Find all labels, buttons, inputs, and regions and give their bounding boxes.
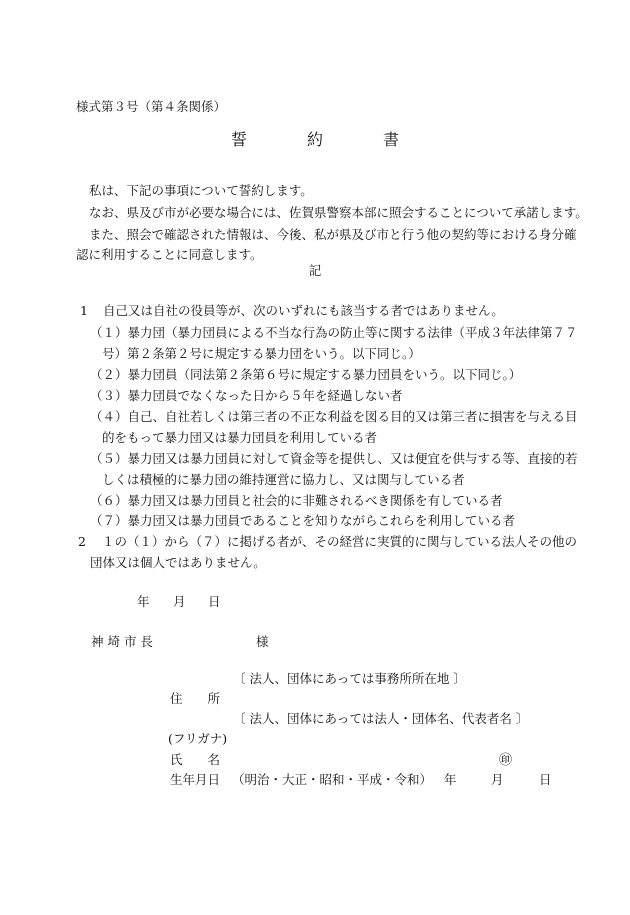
address-note: 〔 法人、団体にあっては事務所所在地 〕 — [233, 671, 466, 686]
subitem-4-cont: 的をもって暴力団又は暴力団員を利用している者 — [102, 430, 378, 445]
item-2-line-2: 団体又は個人ではありません。 — [90, 555, 266, 570]
subitem-5-cont: しくは積極的に暴力団の維持運営に協力し、又は関与している者 — [102, 472, 465, 487]
address-label: 住 所 — [170, 691, 221, 706]
preamble-line-1: 私は、下記の事項について誓約します。 — [89, 183, 313, 198]
item-2-line-1: １の（１）から（７）に掲げる者が、その経営に実質的に関与している法人その他の — [102, 534, 578, 549]
name-note: 〔 法人、団体にあっては法人・団体名、代表者名 〕 — [233, 711, 529, 726]
seal-mark: ㊞ — [499, 753, 513, 768]
birth-day-label: 日 — [539, 772, 552, 787]
subitem-1-cont: 号）第２条第２号に規定する暴力団をいう。以下同じ。） — [102, 346, 421, 361]
subitem-4: （４）自己、自社若しくは第三者の不正な利益を図る目的又は第三者に損害を与える目 — [90, 409, 578, 424]
date-year-label: 年 — [137, 594, 150, 609]
addressee-name: 神 埼 市 長 — [91, 634, 153, 649]
item-1-text: 自己又は自社の役員等が、次のいずれにも該当する者ではありません。 — [103, 303, 504, 318]
item-1-number: 1 — [80, 303, 88, 318]
subitem-2: （２）暴力団員（同法第２条第６号に規定する暴力団員をいう。以下同じ。） — [90, 367, 522, 382]
subitem-3: （３）暴力団員でなくなった日から５年を経過しない者 — [90, 388, 403, 403]
era-options: （明治・大正・昭和・平成・令和） — [232, 772, 433, 787]
item-2-number: 2 — [78, 534, 86, 549]
birth-month-label: 月 — [491, 772, 504, 787]
date-day-label: 日 — [208, 594, 221, 609]
name-label: 氏 名 — [170, 752, 221, 767]
preamble-line-3: また、照会で確認された情報は、今後、私が県及び市と行う他の契約等における身分確 — [89, 227, 577, 242]
subitem-1: （１）暴力団（暴力団員による不当な行為の防止等に関する法律（平成３年法律第７７ — [90, 325, 578, 340]
preamble-line-4: 認に利用することに同意します。 — [76, 247, 263, 262]
furigana-label: (フリガナ) — [168, 731, 228, 746]
birth-year-label: 年 — [444, 772, 457, 787]
date-month-label: 月 — [173, 594, 186, 609]
ki-heading: 記 — [308, 263, 322, 278]
birth-date-label: 生年月日 — [170, 772, 221, 787]
preamble-line-2: なお、県及び市が必要な場合には、佐賀県警察本部に照会することについて承諾します。 — [89, 205, 588, 220]
subitem-6: （６）暴力団又は暴力団員と社会的に非難されるべき関係を有している者 — [90, 493, 503, 508]
form-id: 様式第３号（第４条関係） — [76, 99, 227, 114]
subitem-7: （７）暴力団又は暴力団員であることを知りながらこれらを利用している者 — [90, 513, 516, 528]
addressee-honorific: 様 — [256, 634, 269, 649]
document-title: 誓 約 書 — [230, 130, 421, 149]
subitem-5: （５）暴力団又は暴力団員に対して資金等を提供し、又は便宜を供与する等、直接的若 — [90, 451, 578, 466]
